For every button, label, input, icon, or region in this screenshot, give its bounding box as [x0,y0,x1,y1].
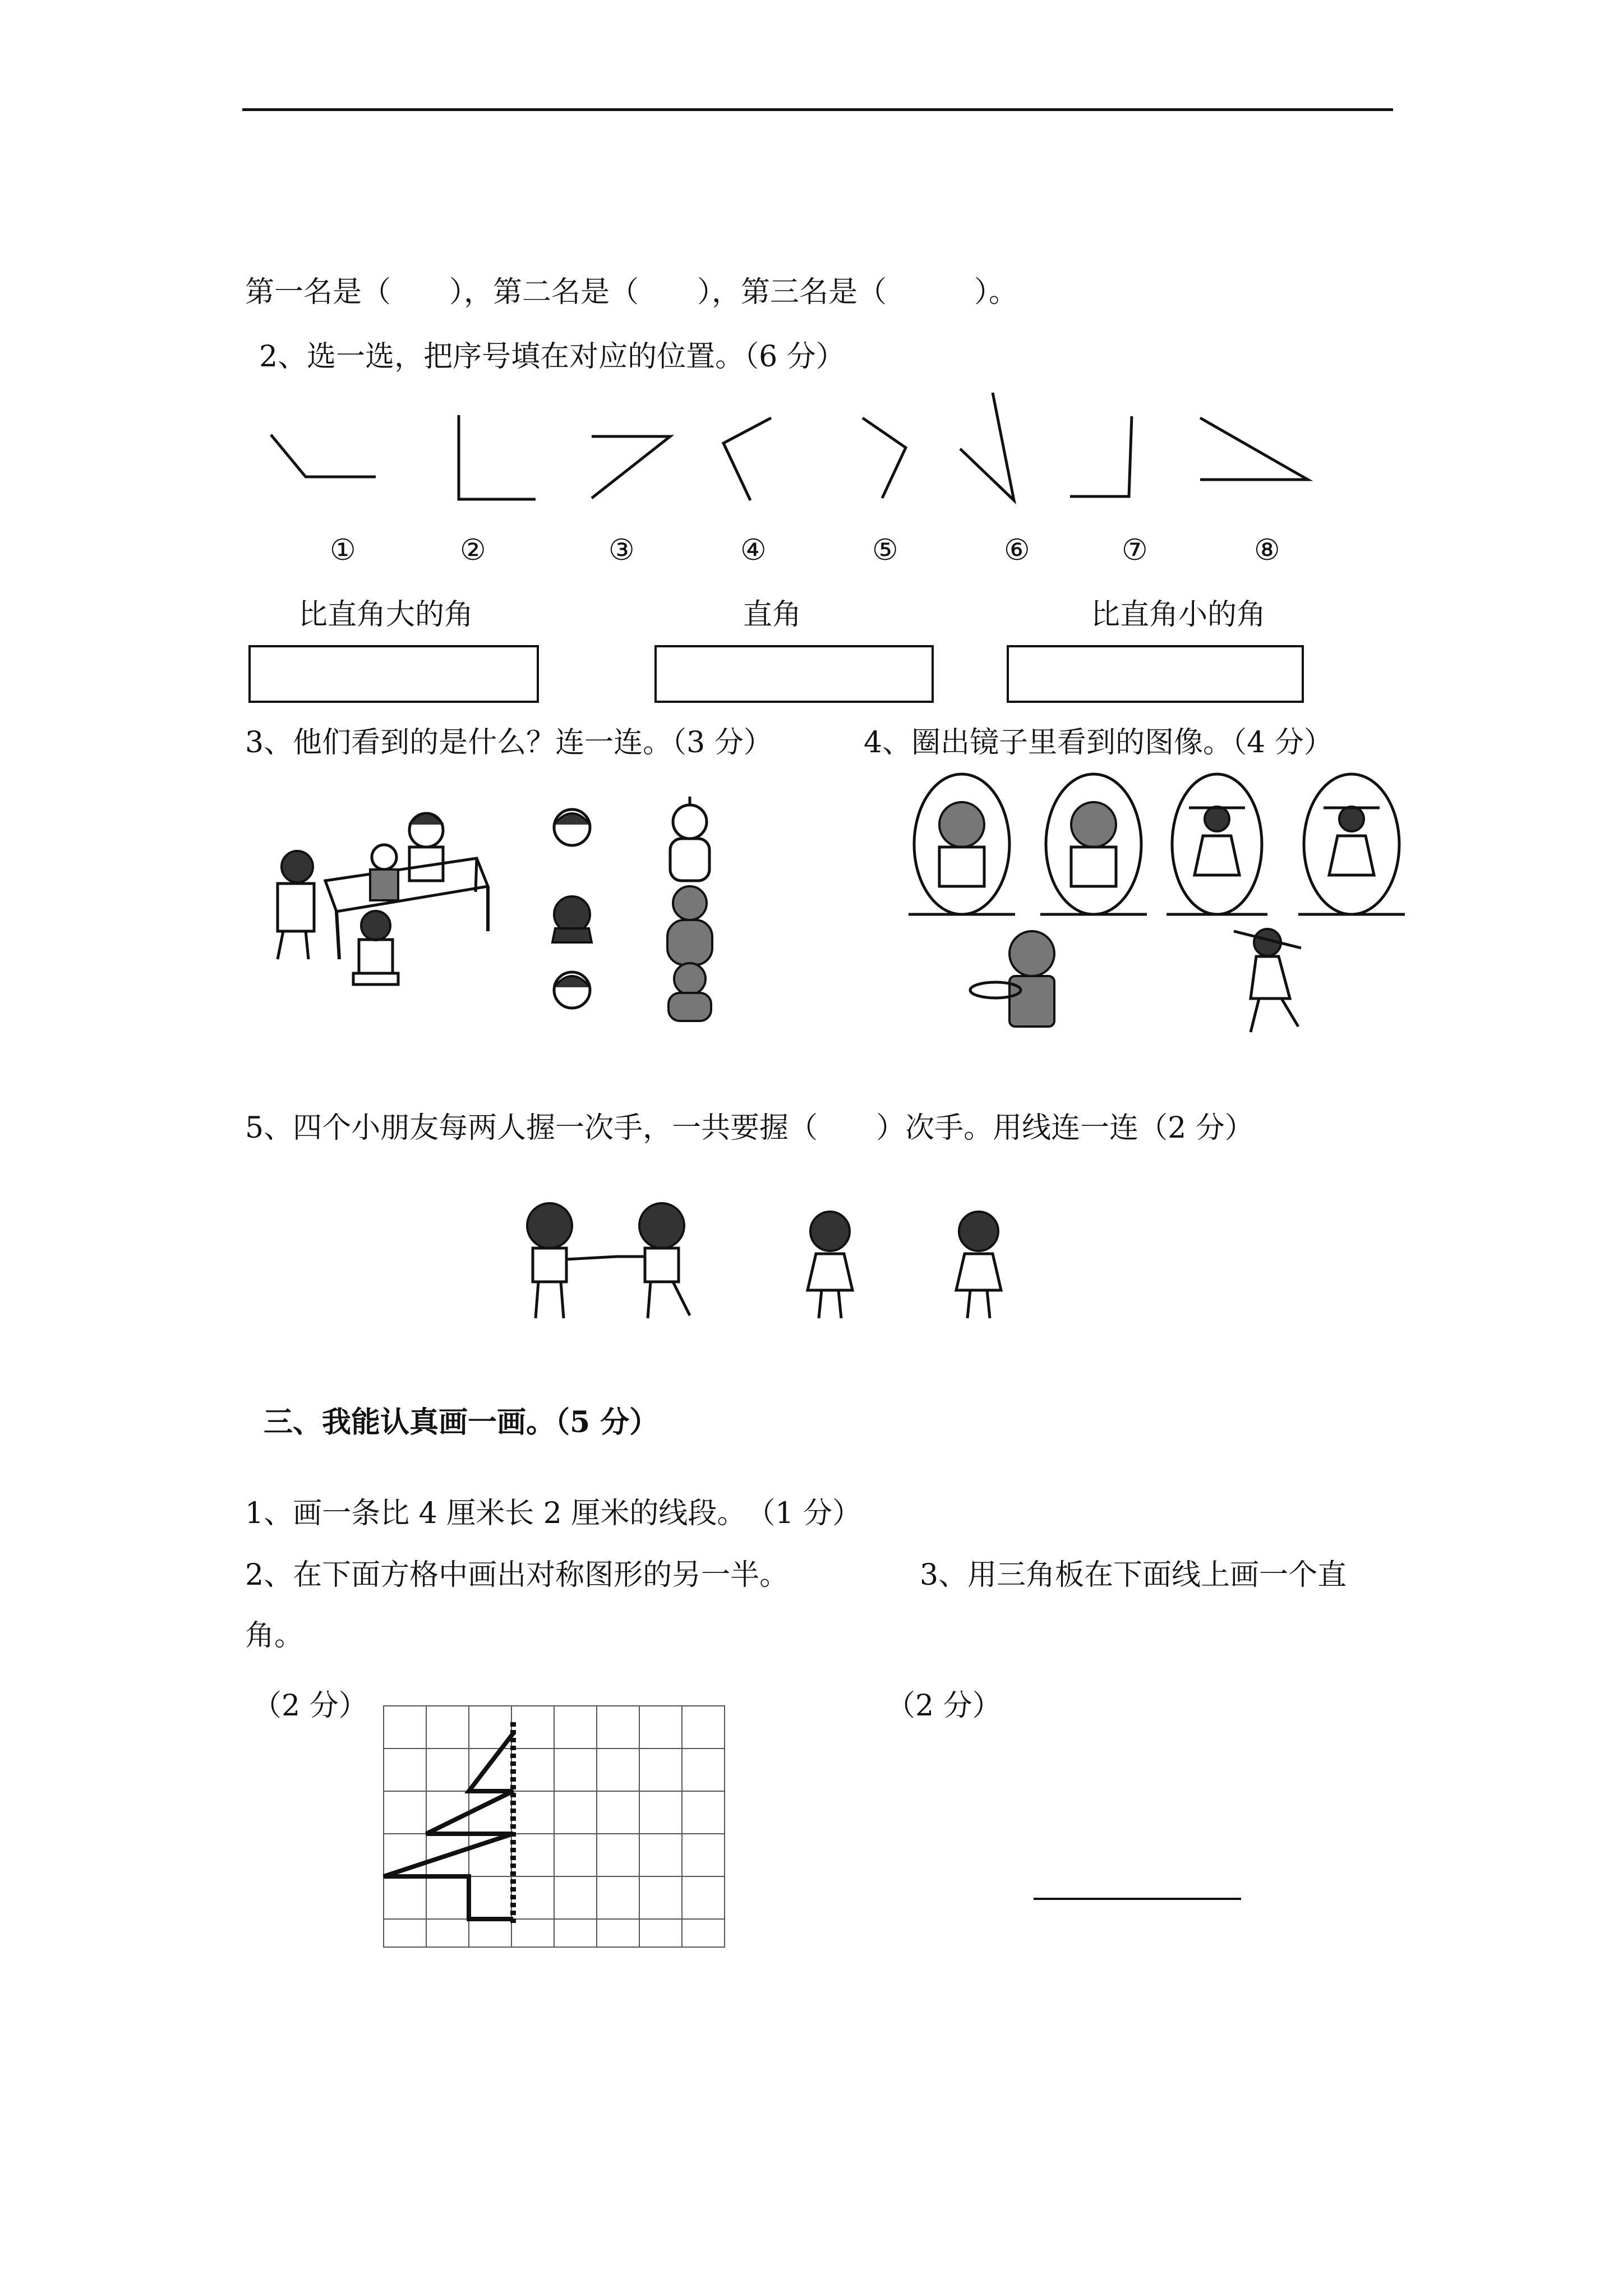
q3-title: 3、他们看到的是什么？连一连。（3 分） [245,726,773,760]
angle-2 [459,415,536,499]
mirror-2 [1040,774,1147,914]
category-label-obtuse: 比直角大的角 [298,598,474,632]
section3-item3-continued: 角。 [245,1619,304,1653]
q1-ranking-line: 第一名是（ ），第二名是（ ），第三名是（ ）。 [245,275,1018,309]
score-left: （2 分） [252,1689,368,1723]
category-label-acute: 比直角小的角 [1091,598,1266,632]
section3-item2: 2、在下面方格中画出对称图形的另一半。 [245,1558,789,1592]
angle-figures [0,0,1623,561]
angle-number-7: ⑦ [1122,533,1148,567]
answer-box-right[interactable] [654,645,934,703]
grid-lines [384,1706,725,1947]
child-3 [808,1212,852,1318]
angle-number-8: ⑧ [1254,533,1280,567]
child-2 [617,1203,690,1318]
mirror-4 [1298,774,1405,914]
angle-number-4: ④ [740,533,767,567]
half-figure [384,1733,513,1919]
right-angle-baseline[interactable] [1034,1898,1241,1900]
children-table-illustration [241,791,505,1004]
angle-number-1: ① [330,533,356,567]
four-children-illustration [505,1200,1054,1324]
q5-title: 5、四个小朋友每两人握一次手，一共要握（ ）次手。用线连一连（2 分） [245,1111,1254,1145]
girl-figure [1234,929,1301,1032]
angle-3 [592,436,670,498]
symmetry-grid[interactable] [383,1705,731,1952]
category-label-right: 直角 [743,598,802,632]
section3-item1: 1、画一条比 4 厘米长 2 厘米的线段。 （1 分） [245,1497,861,1530]
score-right: （2 分） [886,1689,1002,1723]
section3-item3: 3、用三角板在下面线上画一个直 [920,1558,1347,1592]
angle-6 [960,393,1014,500]
child-1 [527,1203,617,1318]
bear-figure [970,931,1054,1027]
section3-heading: 三、我能认真画一画。（5 分） [264,1405,659,1439]
q2-title: 2、选一选，把序号填在对应的位置。（6 分） [259,340,845,374]
q4-title: 4、圈出镜子里看到的图像。（4 分） [864,726,1333,760]
angle-4 [723,418,771,500]
angle-5 [863,418,906,498]
angle-number-6: ⑥ [1004,533,1030,567]
angle-number-3: ③ [608,533,635,567]
answer-box-acute[interactable] [1007,645,1304,703]
angle-8 [1200,418,1308,480]
angle-number-2: ② [460,533,486,567]
mirror-3 [1166,774,1267,914]
child-4 [956,1212,1001,1318]
view-choices-illustration [538,799,740,1018]
mirror-images-illustration [897,774,1436,1043]
answer-box-obtuse[interactable] [248,645,539,703]
angle-1 [271,435,376,477]
angle-number-5: ⑤ [872,533,898,567]
mirror-1 [909,774,1015,914]
angle-7 [1070,416,1132,496]
